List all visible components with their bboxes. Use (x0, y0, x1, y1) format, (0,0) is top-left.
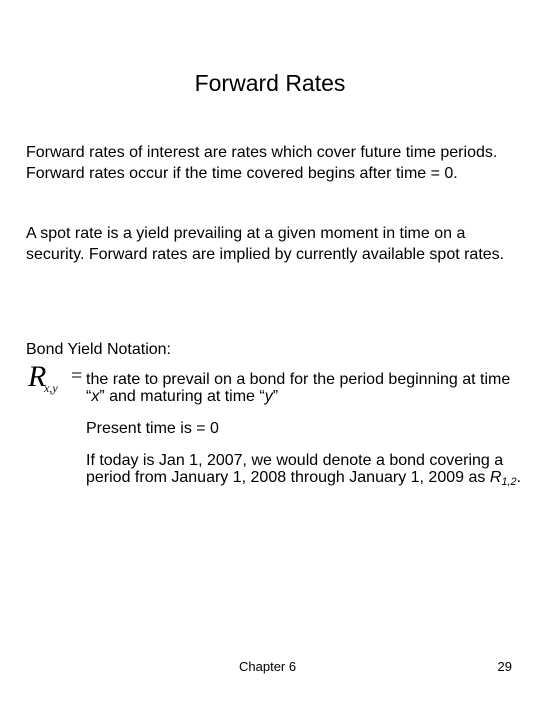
formula-symbol: R (28, 360, 47, 393)
notation-heading: Bond Yield Notation: (26, 341, 171, 358)
example-text: If today is Jan 1, 2007, we would denote a bond covering a period from January 1, 2008 through January 1, 2009 as (86, 452, 504, 486)
example-end: . (516, 469, 522, 486)
definition-suffix: ” (272, 388, 279, 405)
present-time-note: Present time is = 0 (86, 420, 219, 437)
bond-yield-formula (28, 360, 86, 404)
example-symbol: R (489, 469, 502, 486)
spot-rate-definition: A spot rate is a yield prevailing at a given moment in time on a security. Forward rates are implied by currently available spot rates. (26, 225, 505, 263)
definition-middle: ” and maturing at time “ (99, 388, 265, 405)
formula-equals: = (71, 365, 83, 387)
definition-y: y (264, 388, 273, 405)
definition-x: x (91, 388, 100, 405)
page-number: 29 (497, 659, 512, 674)
slide-title: Forward Rates (194, 70, 346, 96)
footer-chapter: Chapter 6 (239, 659, 297, 674)
definition-prefix: the rate to prevail on a bond for the period beginning at time “ (86, 371, 511, 405)
notation-example (86, 452, 526, 491)
forward-rates-definition: Forward rates of interest are rates which cover future time periods. Forward rates occur if the time covered begins after time = 0. (26, 144, 498, 182)
example-subscript: 1,2 (501, 476, 517, 488)
notation-definition (86, 371, 526, 405)
formula-subscript: x,y (44, 381, 58, 395)
